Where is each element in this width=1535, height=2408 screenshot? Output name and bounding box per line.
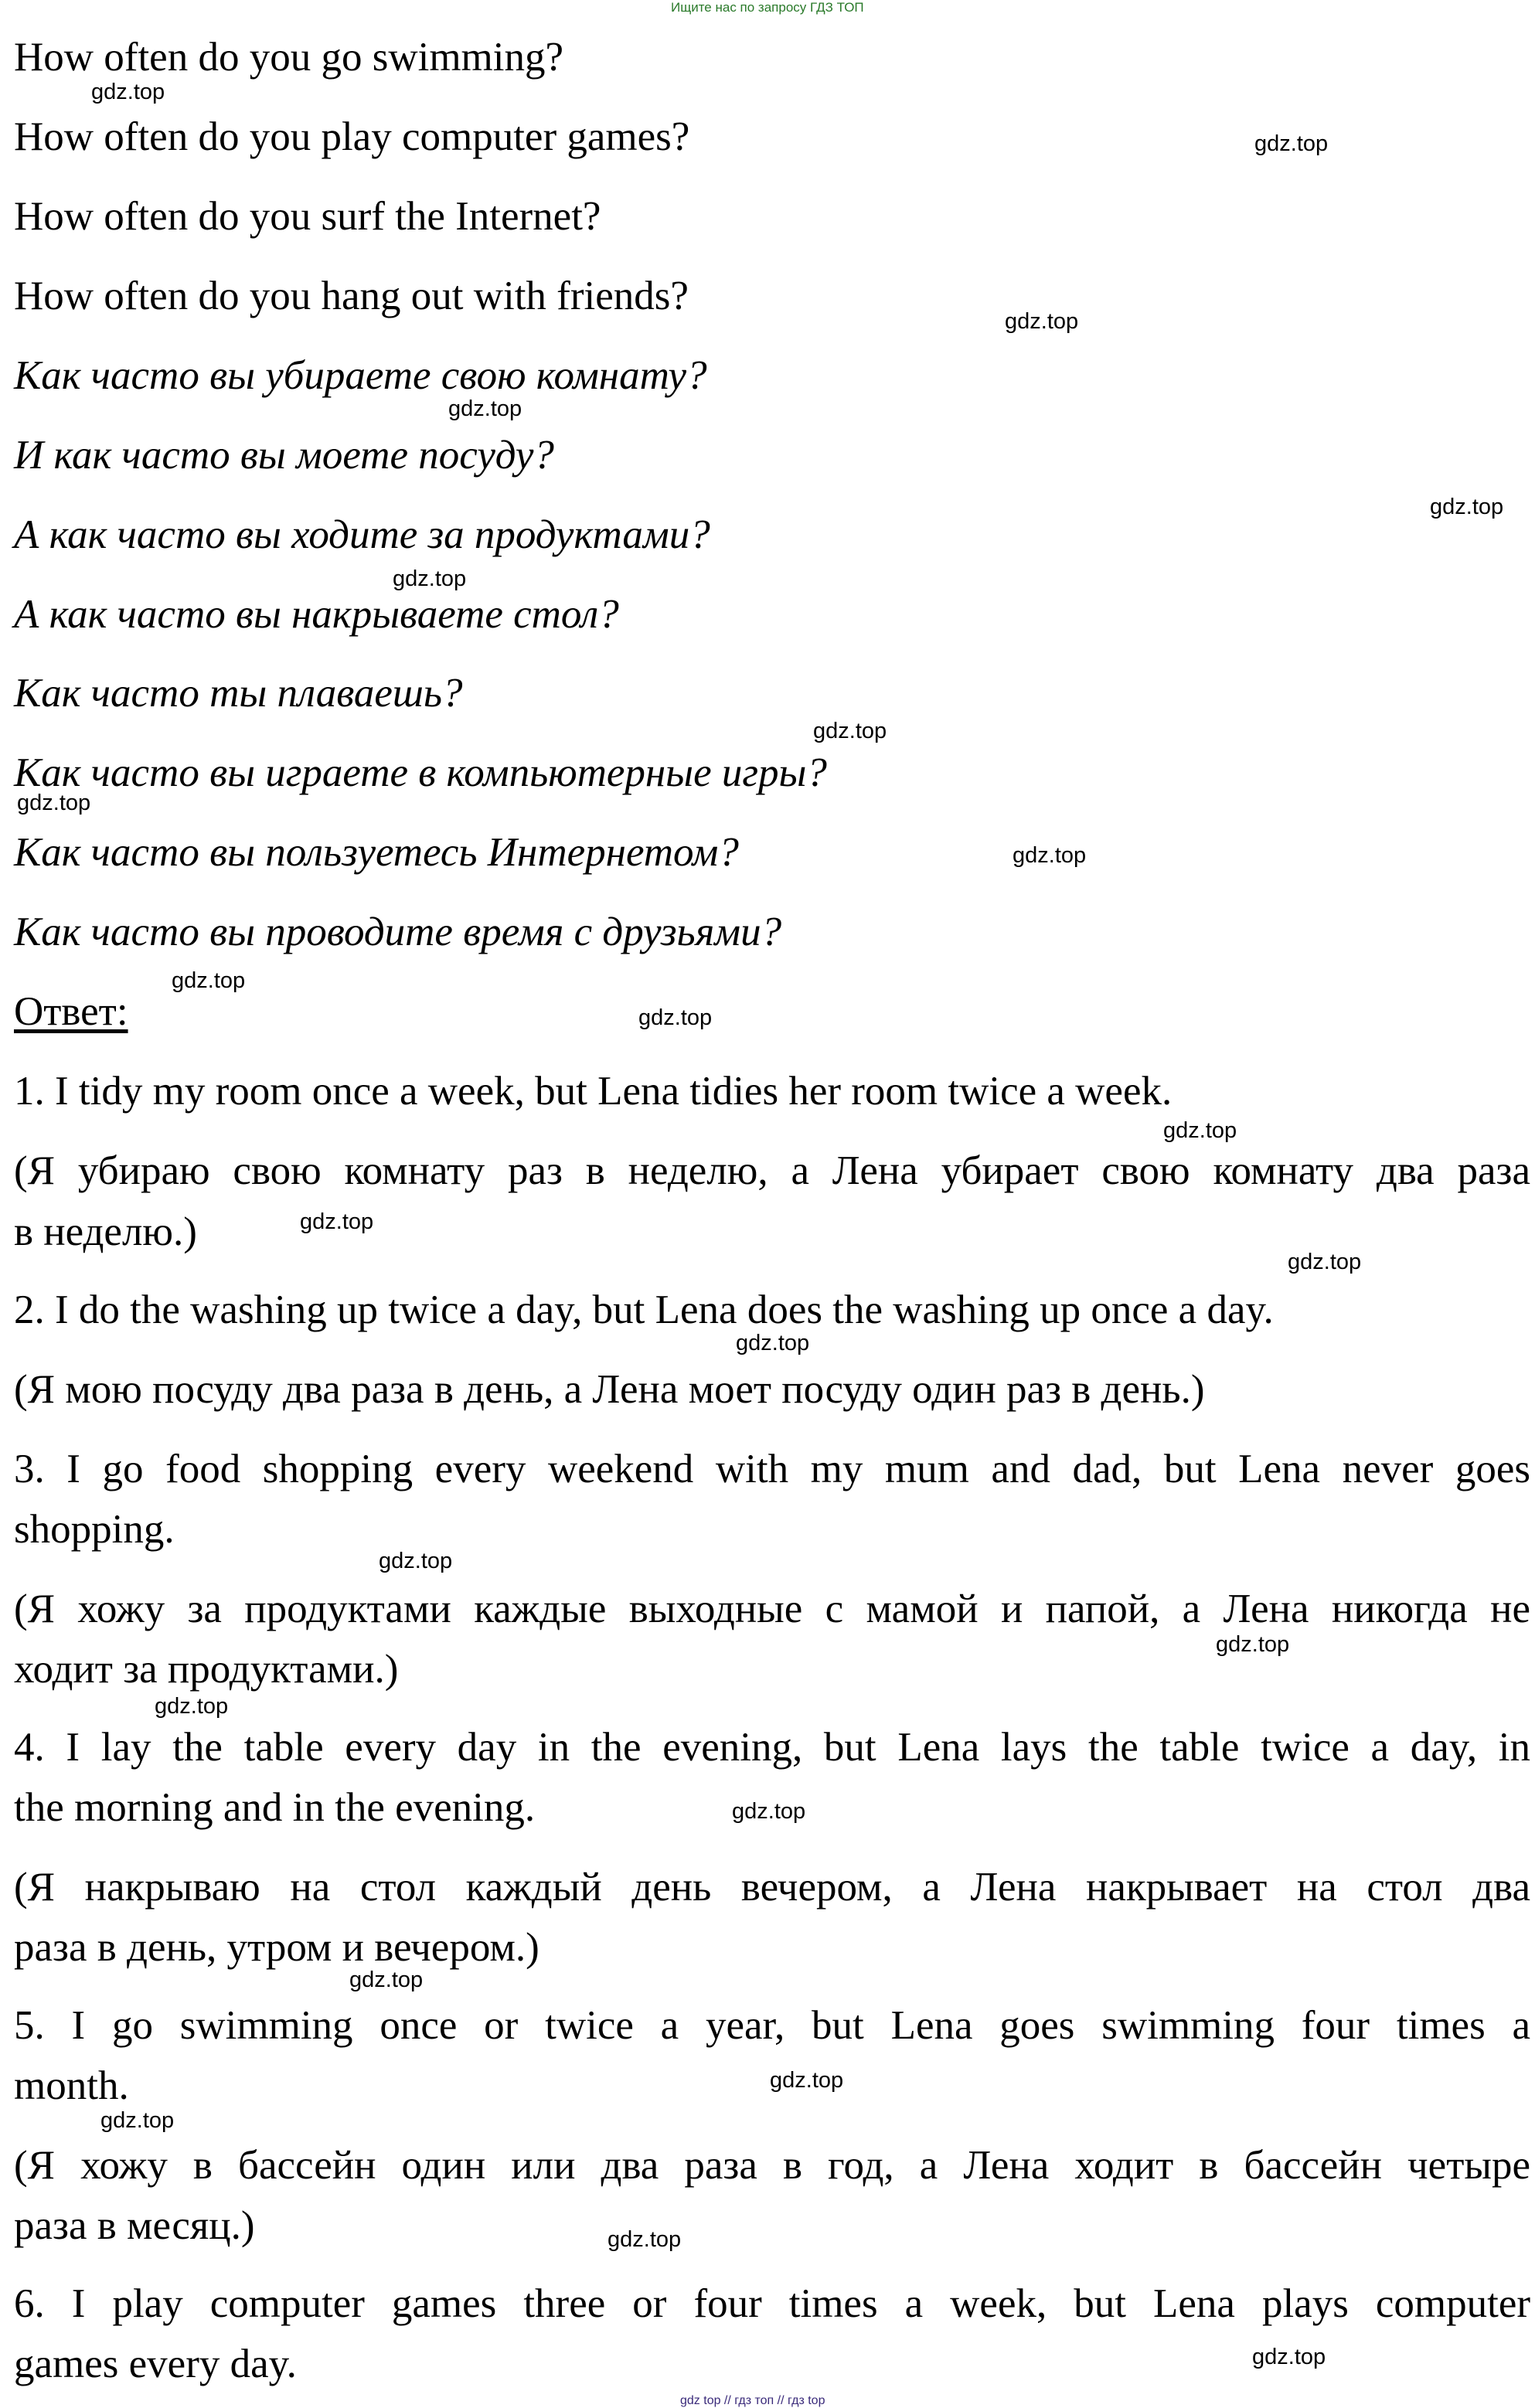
watermark: gdz.top: [813, 719, 887, 743]
answer-3-en-line1: 3. I go food shopping every weekend with my mum and dad, but Lena never goes: [14, 1447, 1530, 1491]
answer-5-ru-line2: раза в месяц.): [14, 2203, 255, 2248]
question-ru-internet: Как часто вы пользуетесь Интернетом?: [14, 830, 739, 875]
watermark: gdz.top: [155, 1694, 229, 1719]
watermark: gdz.top: [1163, 1118, 1237, 1143]
answer-label: [14, 981, 128, 1042]
question-ru-friends: Как часто вы проводите время с друзьями?: [14, 910, 782, 954]
answer-5-en-line2: month.: [14, 2063, 129, 2108]
watermark: gdz.top: [379, 1549, 453, 1573]
answer-1-ru-line1: (Я убираю свою комнату раз в неделю, а Лена убирает свою комнату два раза: [14, 1148, 1530, 1193]
question-ru-computer-games: Как часто вы играете в компьютерные игры?: [14, 750, 827, 795]
watermark: gdz.top: [1252, 2345, 1326, 2369]
answer-6-en-line2: games every day.: [14, 2342, 297, 2386]
answer-label-text: Ответ:: [14, 989, 128, 1034]
answer-3-ru-line1: (Я хожу за продуктами каждые выходные с мамой и папой, а Лена никогда не: [14, 1587, 1530, 1631]
question-en-internet: How often do you surf the Internet?: [14, 194, 601, 239]
watermark: gdz.top: [732, 1799, 806, 1824]
answer-4-ru-line2: раза в день, утром и вечером.): [14, 1925, 539, 1970]
question-en-computer-games: How often do you play computer games?: [14, 114, 690, 159]
footer-watermark: gdz top // гдз топ // гдз top: [680, 2394, 825, 2407]
answer-3-ru-line2: ходит за продуктами.): [14, 1647, 399, 1692]
watermark: gdz.top: [172, 968, 246, 993]
watermark: gdz.top: [1216, 1632, 1290, 1657]
watermark: gdz.top: [1254, 131, 1329, 156]
question-en-swimming: How often do you go swimming?: [14, 35, 564, 80]
answer-2-ru: (Я мою посуду два раза в день, а Лена моет посуду один раз в день.): [14, 1367, 1205, 1412]
question-en-friends: How often do you hang out with friends?: [14, 274, 689, 318]
watermark: gdz.top: [638, 1005, 713, 1030]
watermark: gdz.top: [608, 2227, 682, 2252]
watermark: gdz.top: [770, 2068, 844, 2093]
watermark: gdz.top: [393, 566, 467, 591]
watermark: gdz.top: [17, 791, 91, 815]
answer-1-ru-line2: в неделю.): [14, 1209, 197, 1254]
watermark: gdz.top: [91, 80, 165, 104]
question-ru-dishes: И как часто вы моете посуду?: [14, 433, 554, 478]
answer-5-ru-line1: (Я хожу в бассейн один или два раза в год, а Лена ходит в бассейн четыре: [14, 2143, 1530, 2188]
answer-1-en: 1. I tidy my room once a week, but Lena tidies her room twice a week.: [14, 1069, 1173, 1114]
watermark: gdz.top: [736, 1331, 810, 1355]
watermark: gdz.top: [349, 1968, 424, 1992]
answer-2-en: 2. I do the washing up twice a day, but Lena does the washing up once a day.: [14, 1287, 1274, 1332]
watermark: gdz.top: [1013, 843, 1087, 868]
watermark: gdz.top: [100, 2108, 175, 2133]
watermark: gdz.top: [300, 1209, 374, 1234]
answer-4-en-line1: 4. I lay the table every day in the evening, but Lena lays the table twice a day, in: [14, 1725, 1530, 1770]
watermark: gdz.top: [1430, 495, 1504, 519]
answer-6-en-line1: 6. I play computer games three or four times a week, but Lena plays computer: [14, 2281, 1530, 2326]
answer-4-en-line2: the morning and in the evening.: [14, 1785, 536, 1830]
answer-5-en-line1: 5. I go swimming once or twice a year, but Lena goes swimming four times a: [14, 2003, 1530, 2048]
watermark: gdz.top: [1005, 309, 1079, 334]
header-banner: Ищите нас по запросу ГДЗ ТОП: [671, 0, 864, 15]
watermark: gdz.top: [1288, 1250, 1362, 1274]
question-ru-table: А как часто вы накрываете стол?: [14, 592, 619, 637]
question-ru-swimming: Как часто ты плаваешь?: [14, 671, 463, 716]
watermark: gdz.top: [448, 396, 522, 421]
question-ru-room: Как часто вы убираете свою комнату?: [14, 353, 707, 398]
answer-4-ru-line1: (Я накрываю на стол каждый день вечером, а Лена накрывает на стол два: [14, 1865, 1530, 1910]
answer-3-en-line2: shopping.: [14, 1507, 175, 1552]
question-ru-shopping: А как часто вы ходите за продуктами?: [14, 512, 710, 557]
